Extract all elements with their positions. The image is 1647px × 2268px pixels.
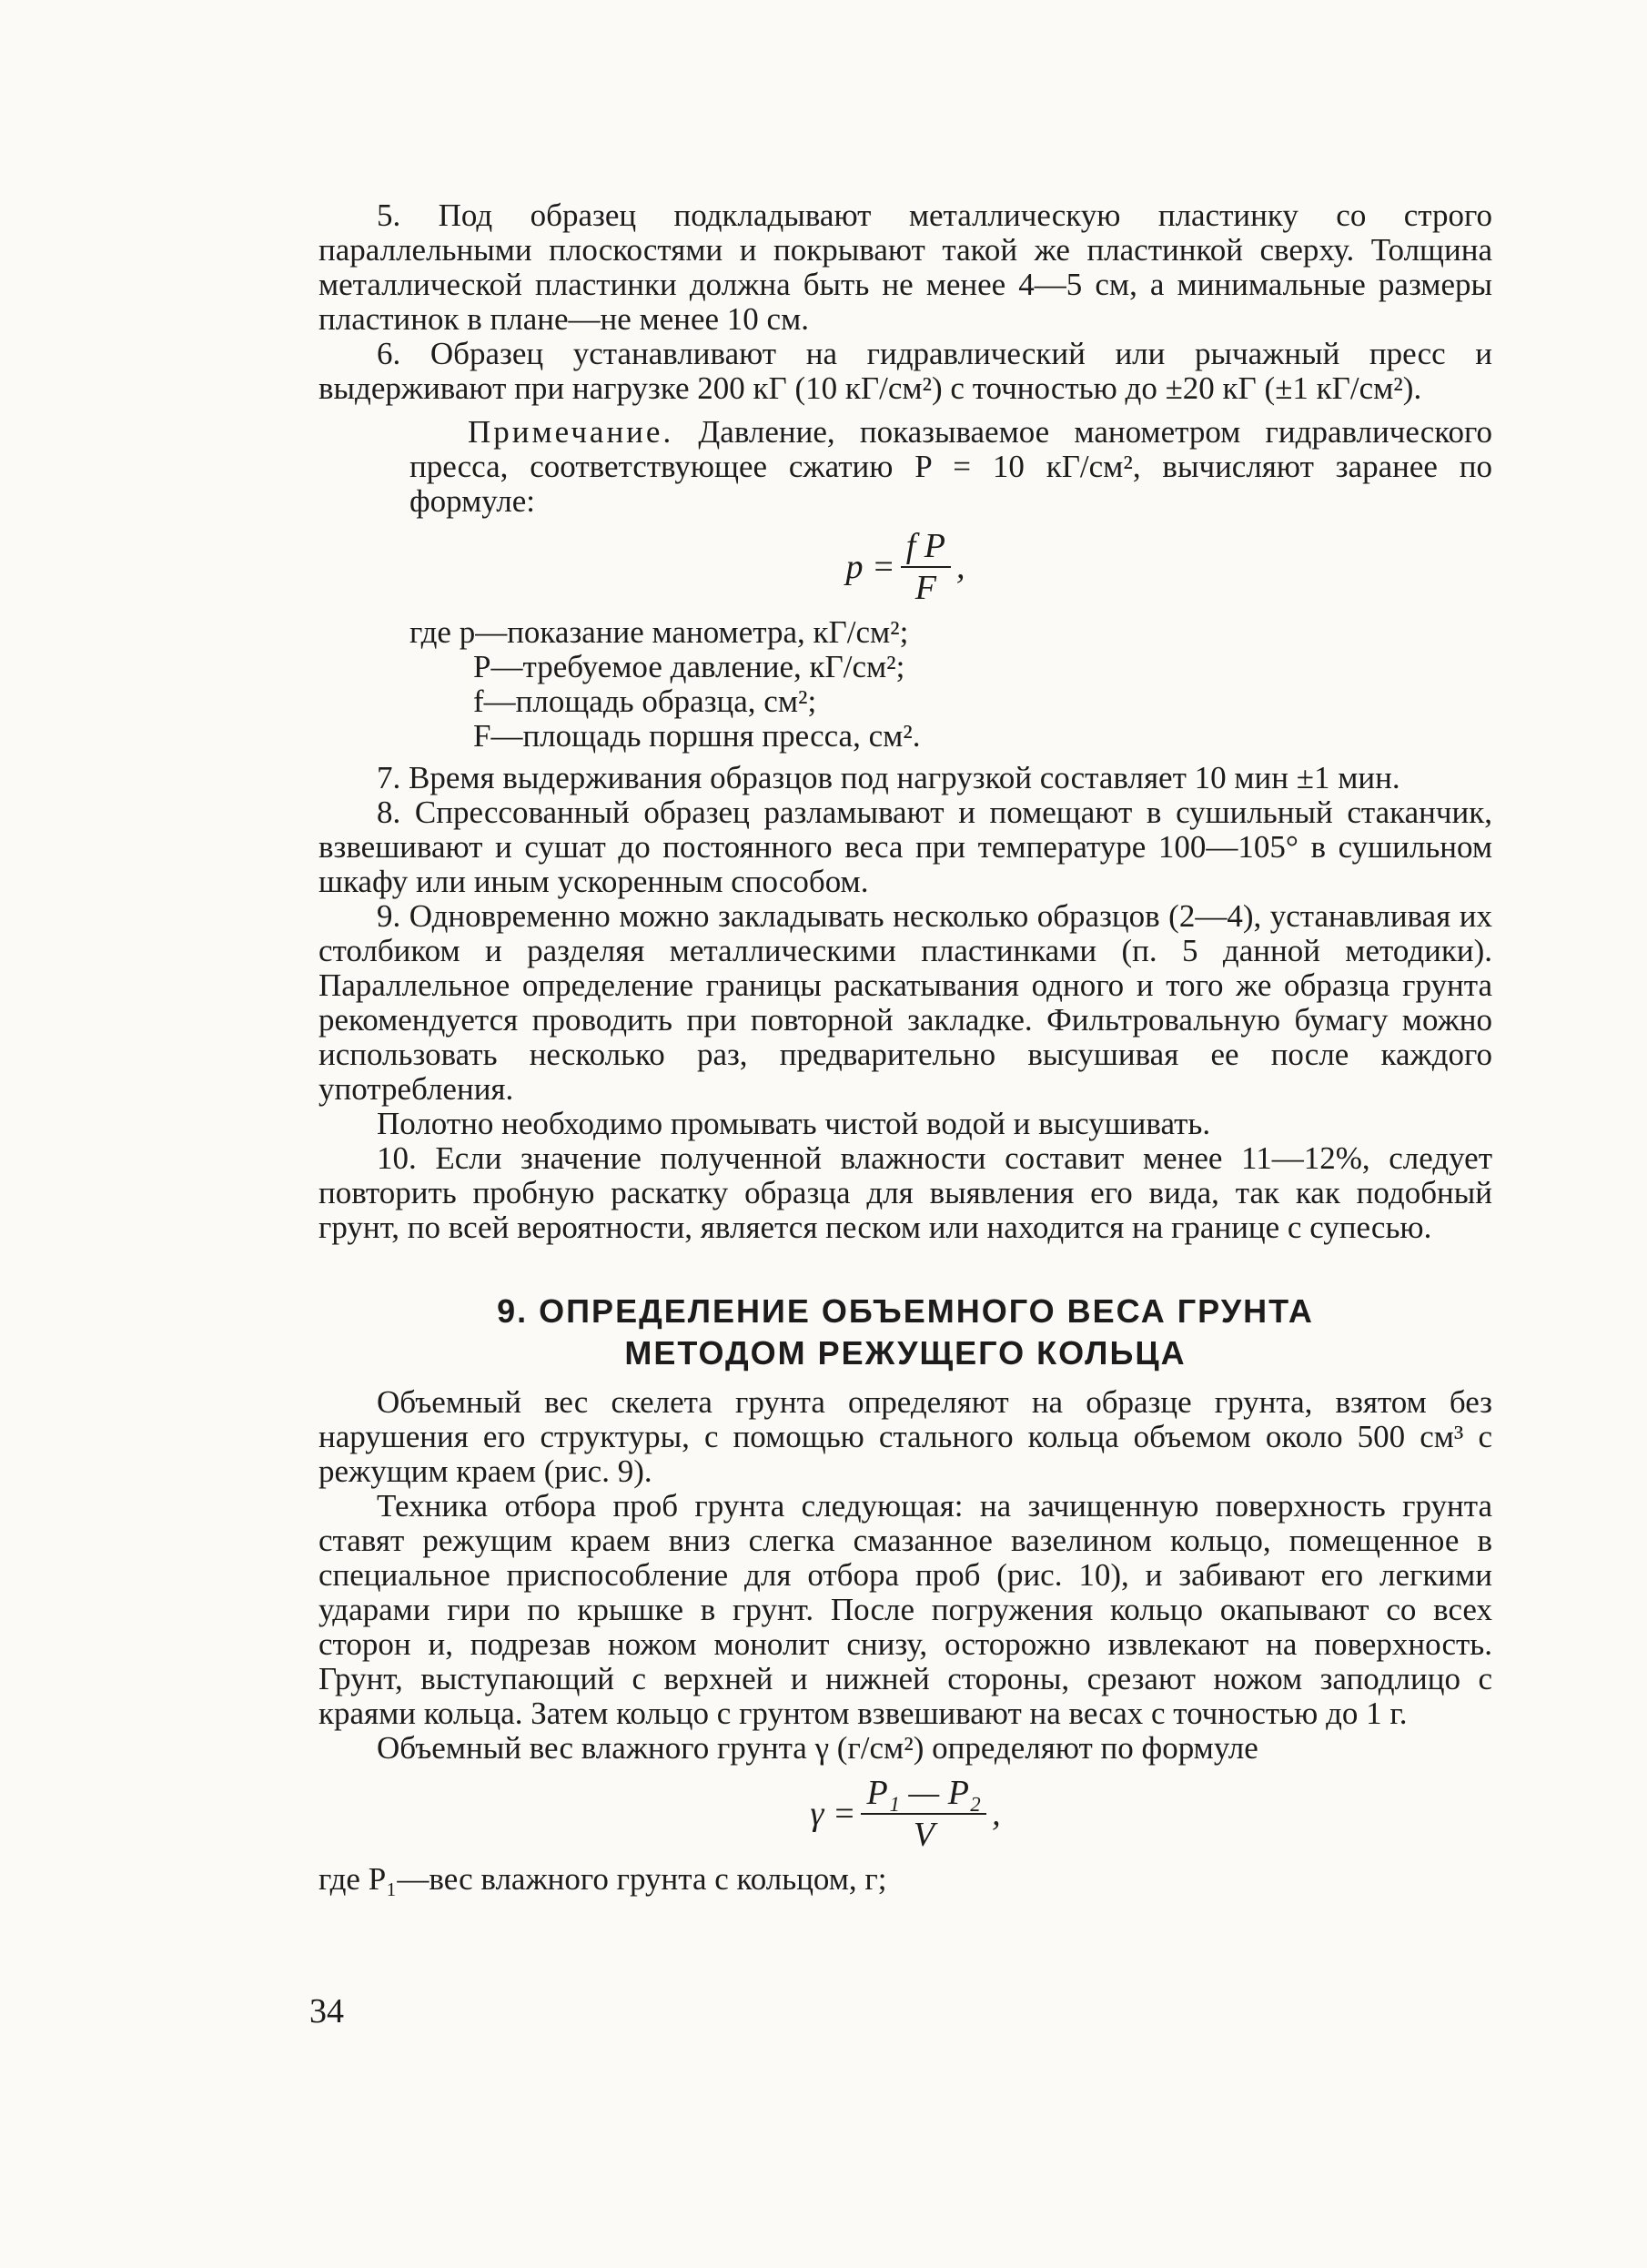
formula-unit-weight-lhs: γ =: [810, 1795, 856, 1833]
paragraph-9: 9. Одновременно можно закладывать несколько образцов (2—4), устанавливая их столбиком и разделяя металлическими пластинками (п. 5 данной методики). Параллельное определение границы раскатывания одного и того же образца грунта рекомендуется проводить при повторной закладке. Фильтровальную бумагу можно использовать несколько раз, предварительно высушивая ее после каждого употребления.: [318, 898, 1492, 1107]
section-heading-line-1: 9. ОПРЕДЕЛЕНИЕ ОБЪЕМНОГО ВЕСА ГРУНТА: [497, 1292, 1314, 1330]
formula-pressure-fraction: [901, 526, 951, 608]
paragraph-7: 7. Время выдерживания образцов под нагрузкой составляет 10 мин ±1 мин.: [377, 760, 1400, 795]
paragraph-6: 6. Образец устанавливают на гидравлический или рычажный пресс и выдерживают при нагрузке 200 кГ (10 кГ/см²) с точностью до ±20 кГ (±1 кГ/см²).: [318, 336, 1492, 406]
body-text: [318, 198, 1492, 1897]
formula-pressure: [318, 526, 1492, 608]
formula-unit-weight-tail: ,: [992, 1795, 1001, 1833]
section-heading-line-2: МЕТОДОМ РЕЖУЩЕГО КОЛЬЦА: [624, 1334, 1187, 1372]
page-number: 34: [309, 1992, 344, 2030]
paragraph-5: 5. Под образец подкладывают металлическую пластинку со строго параллельными плоскостями и покрывают такой же пластинкой сверху. Толщина металлической пластинки должна быть не менее 4—5 см, а минимальные размеры пластинок в плане—не менее 10 см.: [318, 197, 1492, 337]
note-label: Примечание.: [468, 414, 674, 450]
section-heading: [318, 1291, 1492, 1374]
formula-pressure-legend: [409, 615, 1492, 754]
legend-line-1: где p—показание манометра, кГ/см²;: [409, 614, 909, 650]
formula-unit-weight-fraction: [861, 1773, 986, 1855]
legend-line-3: f—площадь образца, см²;: [473, 683, 817, 719]
formula-pressure-denominator: F: [914, 569, 936, 607]
formula-unit-weight-legend: где P₁—вес влажного грунта с кольцом, г;: [318, 1861, 887, 1897]
paragraph-10: 10. Если значение полученной влажности составит менее 11—12%, следует повторить пробную раскатку образца для выявления его вида, так как подобный грунт, по всей вероятности, является песком или находится на границе с супесью.: [318, 1140, 1492, 1245]
formula-unit-weight-numerator: P₁ — P₂: [861, 1773, 986, 1815]
paragraph-q3: Объемный вес влажного грунта γ (г/см²) определяют по формуле: [377, 1730, 1258, 1766]
formula-pressure-lhs: p =: [845, 548, 895, 586]
formula-unit-weight-denominator: V: [913, 1816, 935, 1854]
paragraph-q2: Техника отбора проб грунта следующая: на зачищенную поверхность грунта ставят режущим краем вниз слегка смазанное вазелином кольцо, помещенное в специальное приспособление для отбора проб (рис. 10), и забивают его легкими ударами гири по крышке в грунт. После погружения кольцо окапывают со всех сторон и, подрезав ножом монолит снизу, осторожно извлекают на поверхность. Грунт, выступающий с верхней и нижней стороны, срезают ножом заподлицо с краями кольца. Затем кольцо с грунтом взвешивают на весах с точностью до 1 г.: [318, 1488, 1492, 1731]
formula-unit-weight: [318, 1773, 1492, 1855]
note-paragraph: [409, 415, 1492, 519]
legend-line-4: F—площадь поршня пресса, см².: [473, 718, 921, 754]
formula-pressure-numerator: f P: [901, 526, 951, 568]
formula-pressure-tail: ,: [955, 548, 965, 586]
paragraph-9b: Полотно необходимо промывать чистой водой и высушивать.: [377, 1106, 1211, 1141]
legend-line-2: P—требуемое давление, кГ/см²;: [473, 649, 905, 684]
paragraph-q1: Объемный вес скелета грунта определяют на образце грунта, взятом без нарушения его структуры, с помощью стального кольца объемом около 500 см³ с режущим краем (рис. 9).: [318, 1384, 1492, 1489]
paragraph-8: 8. Спрессованный образец разламывают и помещают в сушильный стаканчик, взвешивают и сушат до постоянного веса при температуре 100—105° в сушильном шкафу или иным ускоренным способом.: [318, 795, 1492, 899]
note-text: Давление, показываемое манометром гидравлического пресса, соответствующее сжатию P = 10 кГ/см², вычисляют заранее по формуле:: [409, 414, 1492, 519]
